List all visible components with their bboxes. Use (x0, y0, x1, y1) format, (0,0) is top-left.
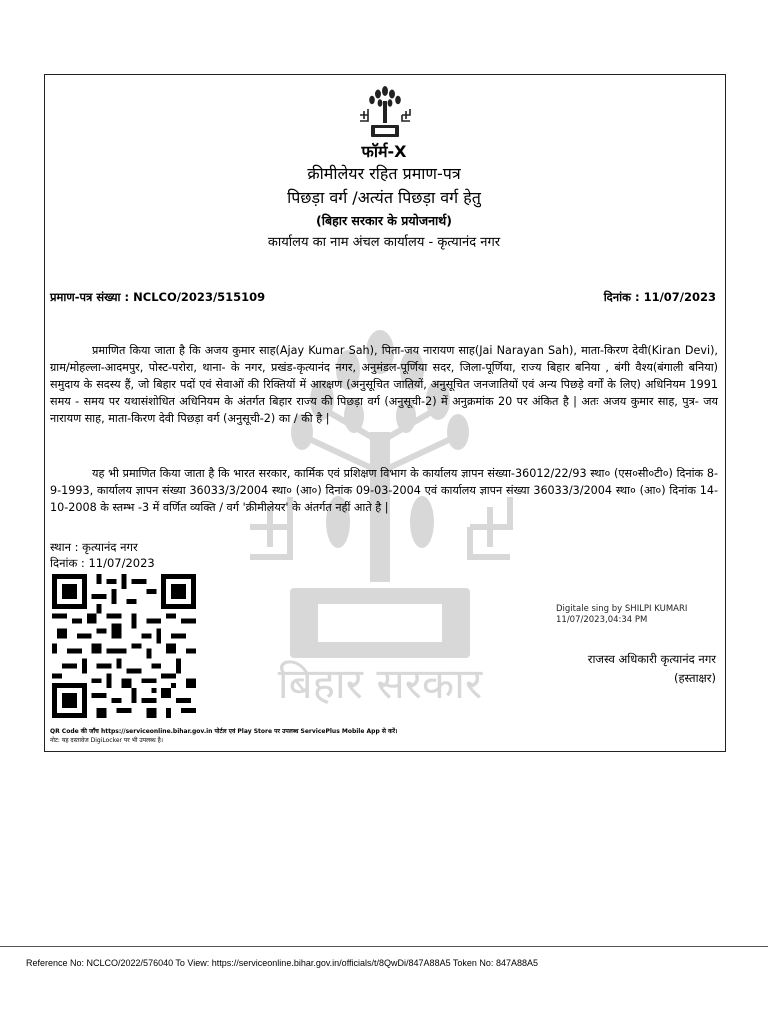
creamy-layer-paragraph: यह भी प्रमाणित किया जाता है कि भारत सरकार, कार्मिक एवं प्रशिक्षण विभाग के कार्यालय ज्ञापन संख्या-36012/22/93 स्था० (एस०सी०टी०) दिनांक 8-9-1993, कार्यालय ज्ञापन संख्या 36033/3/2004 स्था० (आ०) दिनांक 09-03-2004 एवं कार्यालय ज्ञापन संख्या 36033/3/2004 स्था० (आ०) दिनांक 14-10-2008 के स्तम्भ -3 में वर्णित व्यक्ति / वर्ग 'क्रीमीलेयर' के अंतर्गत नहीं आते है | (50, 467, 718, 514)
officer-block (588, 650, 716, 688)
issue-place: स्थान : कृत्यानंद नगर (50, 540, 138, 554)
certification-paragraph: प्रमाणित किया जाता है कि अजय कुमार साह(Ajay Kumar Sah), पिता-जय नारायण साह(Jai Narayan Sah), माता-किरण देवी(Kiran Devi), ग्राम/मोहल्ला-आदमपुर, पोस्ट-परोरा, थाना- के नगर, प्रखंड-कृत्यानंद नगर, अनुमंडल-पूर्णिया सदर, जिला-पूर्णिया, राज्य बिहार बनिया , बंगी वैश्य(बंगाली बनिया) समुदाय के सदस्य हैं, जो बिहार पदों एवं सेवाओं की रिक्तियों में आरक्षण (अनुसूचित जातियों, अनुसूचित जनजातियों एवं अन्य पिछड़े वर्गों के लिए) अधिनियम 1991 समय - समय पर यथासंशोधित अधिनियम के अंतर्गत बिहार राज्य की पिछड़ा वर्ग (अनुसूची-2) में अनुक्रमांक 20 पर अंकित है | अतः अजय कुमार साह, पुत्र- जय नारायण साह, माता-किरण देवी पिछड़ा वर्ग (अनुसूची-2) का / की है | (50, 344, 718, 425)
page-divider (0, 946, 768, 947)
digital-signature-time: 11/07/2023,04:34 PM (556, 615, 648, 625)
watermark-text: बिहार सरकार (277, 659, 483, 708)
qr-note-line2: नोट: यह दस्तावेज DigiLocker पर भी उपलब्ध है। (50, 737, 164, 744)
certificate-date: दिनांक : 11/07/2023 (603, 290, 716, 304)
office-name: कार्यालय का नाम अंचल कार्यालय - कृत्यानंद नगर (267, 235, 501, 250)
qr-verification-note (50, 727, 397, 745)
reference-line: Reference No: NCLCO/2022/576040 To View: https://serviceonline.bihar.gov.in/officials/t/8QwDi/847A88A5 Token No: 847A88A5 (26, 958, 538, 968)
purpose-line: (बिहार सरकार के प्रयोजनार्थ) (316, 213, 452, 228)
form-title: फॉर्म-X (361, 142, 407, 161)
certificate-title: क्रीमीलेयर रहित प्रमाण-पत्र (307, 164, 461, 183)
bihar-emblem-logo (356, 83, 414, 139)
qr-code (52, 574, 196, 718)
certificate-number: प्रमाण-पत्र संख्या : NCLCO/2023/515109 (50, 290, 266, 304)
qr-note-line1: QR Code की जाँच https://serviceonline.bihar.gov.in पोर्टल एवं Play Store पर उपलब्ध ServicePlus Mobile App से करें। (50, 728, 398, 735)
issue-date: दिनांक : 11/07/2023 (50, 556, 155, 570)
class-title: पिछड़ा वर्ग /अत्यंत पिछड़ा वर्ग हेतु (287, 188, 481, 207)
digital-signature (556, 604, 687, 626)
officer-title: राजस्व अधिकारी कृत्यानंद नगर (587, 652, 716, 666)
signature-label: (हस्ताक्षर) (673, 671, 716, 685)
digital-signature-name: Digitale sing by SHILPI KUMARI (556, 604, 688, 614)
